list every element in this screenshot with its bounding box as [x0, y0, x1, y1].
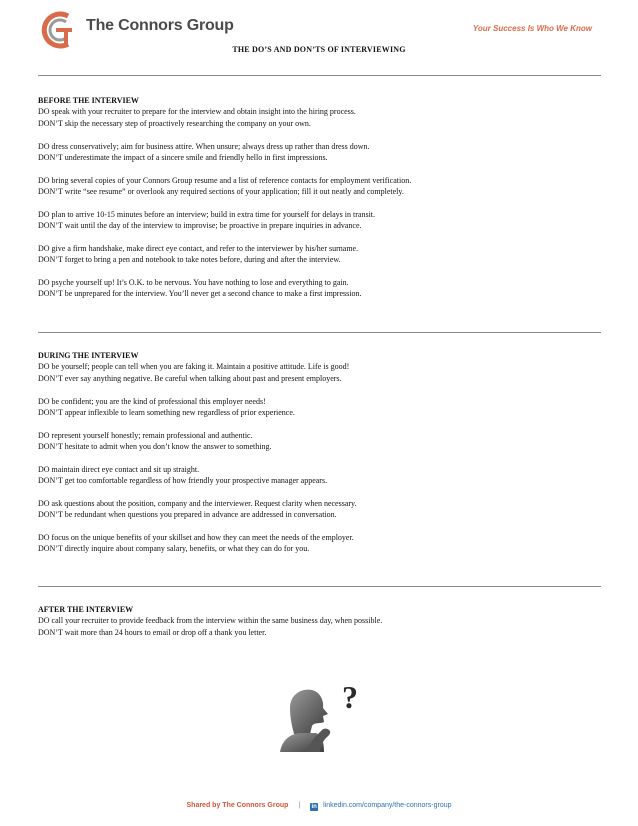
linkedin-link[interactable]: linkedin.com/company/the-connors-group	[323, 802, 452, 809]
brand-tagline: Your Success Is Who We Know	[472, 24, 592, 33]
do-line: DO dress conservatively; aim for business attire. When unsure; always dress up rather than dress down.	[38, 141, 370, 151]
do-dont-pair	[38, 615, 608, 638]
dont-line: DON’T be redundant when questions you prepared in advance are addressed in conversation.	[38, 510, 337, 520]
do-line: DO plan to arrive 10-15 minutes before an interview; build in extra time for yourself for delays in transit.	[38, 209, 376, 219]
do-dont-pair	[38, 243, 608, 266]
dont-line: DON’T directly inquire about company salary, benefits, or what they can do for you.	[38, 544, 310, 554]
do-dont-pair	[38, 430, 608, 453]
divider	[38, 332, 601, 333]
section-heading: AFTER THE INTERVIEW	[38, 605, 134, 614]
do-dont-pair	[38, 532, 608, 555]
do-line: DO speak with your recruiter to prepare for the interview and obtain insight into the hiring process.	[38, 107, 356, 117]
divider	[38, 75, 601, 76]
dont-line: DON’T appear inflexible to learn something new regardless of prior experience.	[38, 407, 295, 417]
do-line: DO ask questions about the position, company and the interviewer. Request clarity when necessary.	[38, 498, 357, 508]
do-line: DO bring several copies of your Connors Group resume and a list of reference contacts for employment verification.	[38, 175, 412, 185]
do-line: DO be confident; you are the kind of professional this employer needs!	[38, 396, 266, 406]
dont-line: DON’T wait more than 24 hours to email or drop off a thank you letter.	[38, 627, 267, 637]
svg-text:?: ?	[342, 679, 358, 715]
brand-name: The Connors Group	[86, 17, 234, 34]
dont-line: DON’T skip the necessary step of proactively researching the company on your own.	[38, 118, 311, 128]
do-line: DO psyche yourself up! It’s O.K. to be nervous. You have nothing to lose and everything to gain.	[38, 277, 349, 287]
section-during-interview	[38, 350, 608, 555]
divider	[38, 586, 601, 587]
dont-line: DON’T be unprepared for the interview. You’ll never get a second chance to make a first impression.	[38, 289, 362, 299]
do-line: DO be yourself; people can tell when you are faking it. Maintain a positive attitude. Life is good!	[38, 362, 350, 372]
page-title: THE DO’S AND DON’TS OF INTERVIEWING	[232, 45, 406, 54]
do-line: DO give a firm handshake, make direct eye contact, and refer to the interviewer by his/her surname.	[38, 243, 359, 253]
do-dont-pair	[38, 396, 608, 419]
connors-group-logo	[38, 10, 80, 50]
section-heading: DURING THE INTERVIEW	[38, 351, 139, 360]
dont-line: DON’T forget to bring a pen and notebook to take notes before, during and after the interview.	[38, 255, 341, 265]
do-dont-pair	[38, 106, 608, 129]
do-dont-pair	[38, 141, 608, 164]
do-dont-pair	[38, 209, 608, 232]
do-dont-pair	[38, 361, 608, 384]
do-dont-pair	[38, 498, 608, 521]
section-heading: BEFORE THE INTERVIEW	[38, 96, 139, 105]
dont-line: DON’T write “see resume” or overlook any required sections of your application; fill it out neatly and completely.	[38, 187, 404, 197]
do-line: DO focus on the unique benefits of your skillset and how they can meet the needs of the employer.	[38, 532, 354, 542]
dont-line: DON’T wait until the day of the interview to improvise; be proactive in prepare inquiries in advance.	[38, 221, 362, 231]
do-line: DO call your recruiter to provide feedback from the interview within the same business day, when possible.	[38, 616, 383, 626]
footer-separator: |	[298, 802, 301, 809]
footer-shared-by: Shared by The Connors Group	[186, 802, 289, 809]
thinking-person-icon	[276, 678, 366, 752]
section-after-interview	[38, 604, 608, 638]
dont-line: DON’T underestimate the impact of a sincere smile and friendly hello in first impressions.	[38, 152, 328, 162]
section-before-interview	[38, 95, 608, 300]
do-line: DO maintain direct eye contact and sit up straight.	[38, 464, 200, 474]
dont-line: DON’T hesitate to admit when you don’t know the answer to something.	[38, 442, 272, 452]
do-line: DO represent yourself honestly; remain professional and authentic.	[38, 430, 253, 440]
do-dont-pair	[38, 175, 608, 198]
dont-line: DON’T ever say anything negative. Be careful when talking about past and present employers.	[38, 373, 342, 383]
do-dont-pair	[38, 277, 608, 300]
dont-line: DON’T get too comfortable regardless of how friendly your prospective manager appears.	[38, 476, 328, 486]
footer	[0, 802, 638, 811]
do-dont-pair	[38, 464, 608, 487]
linkedin-icon: in	[311, 804, 317, 810]
